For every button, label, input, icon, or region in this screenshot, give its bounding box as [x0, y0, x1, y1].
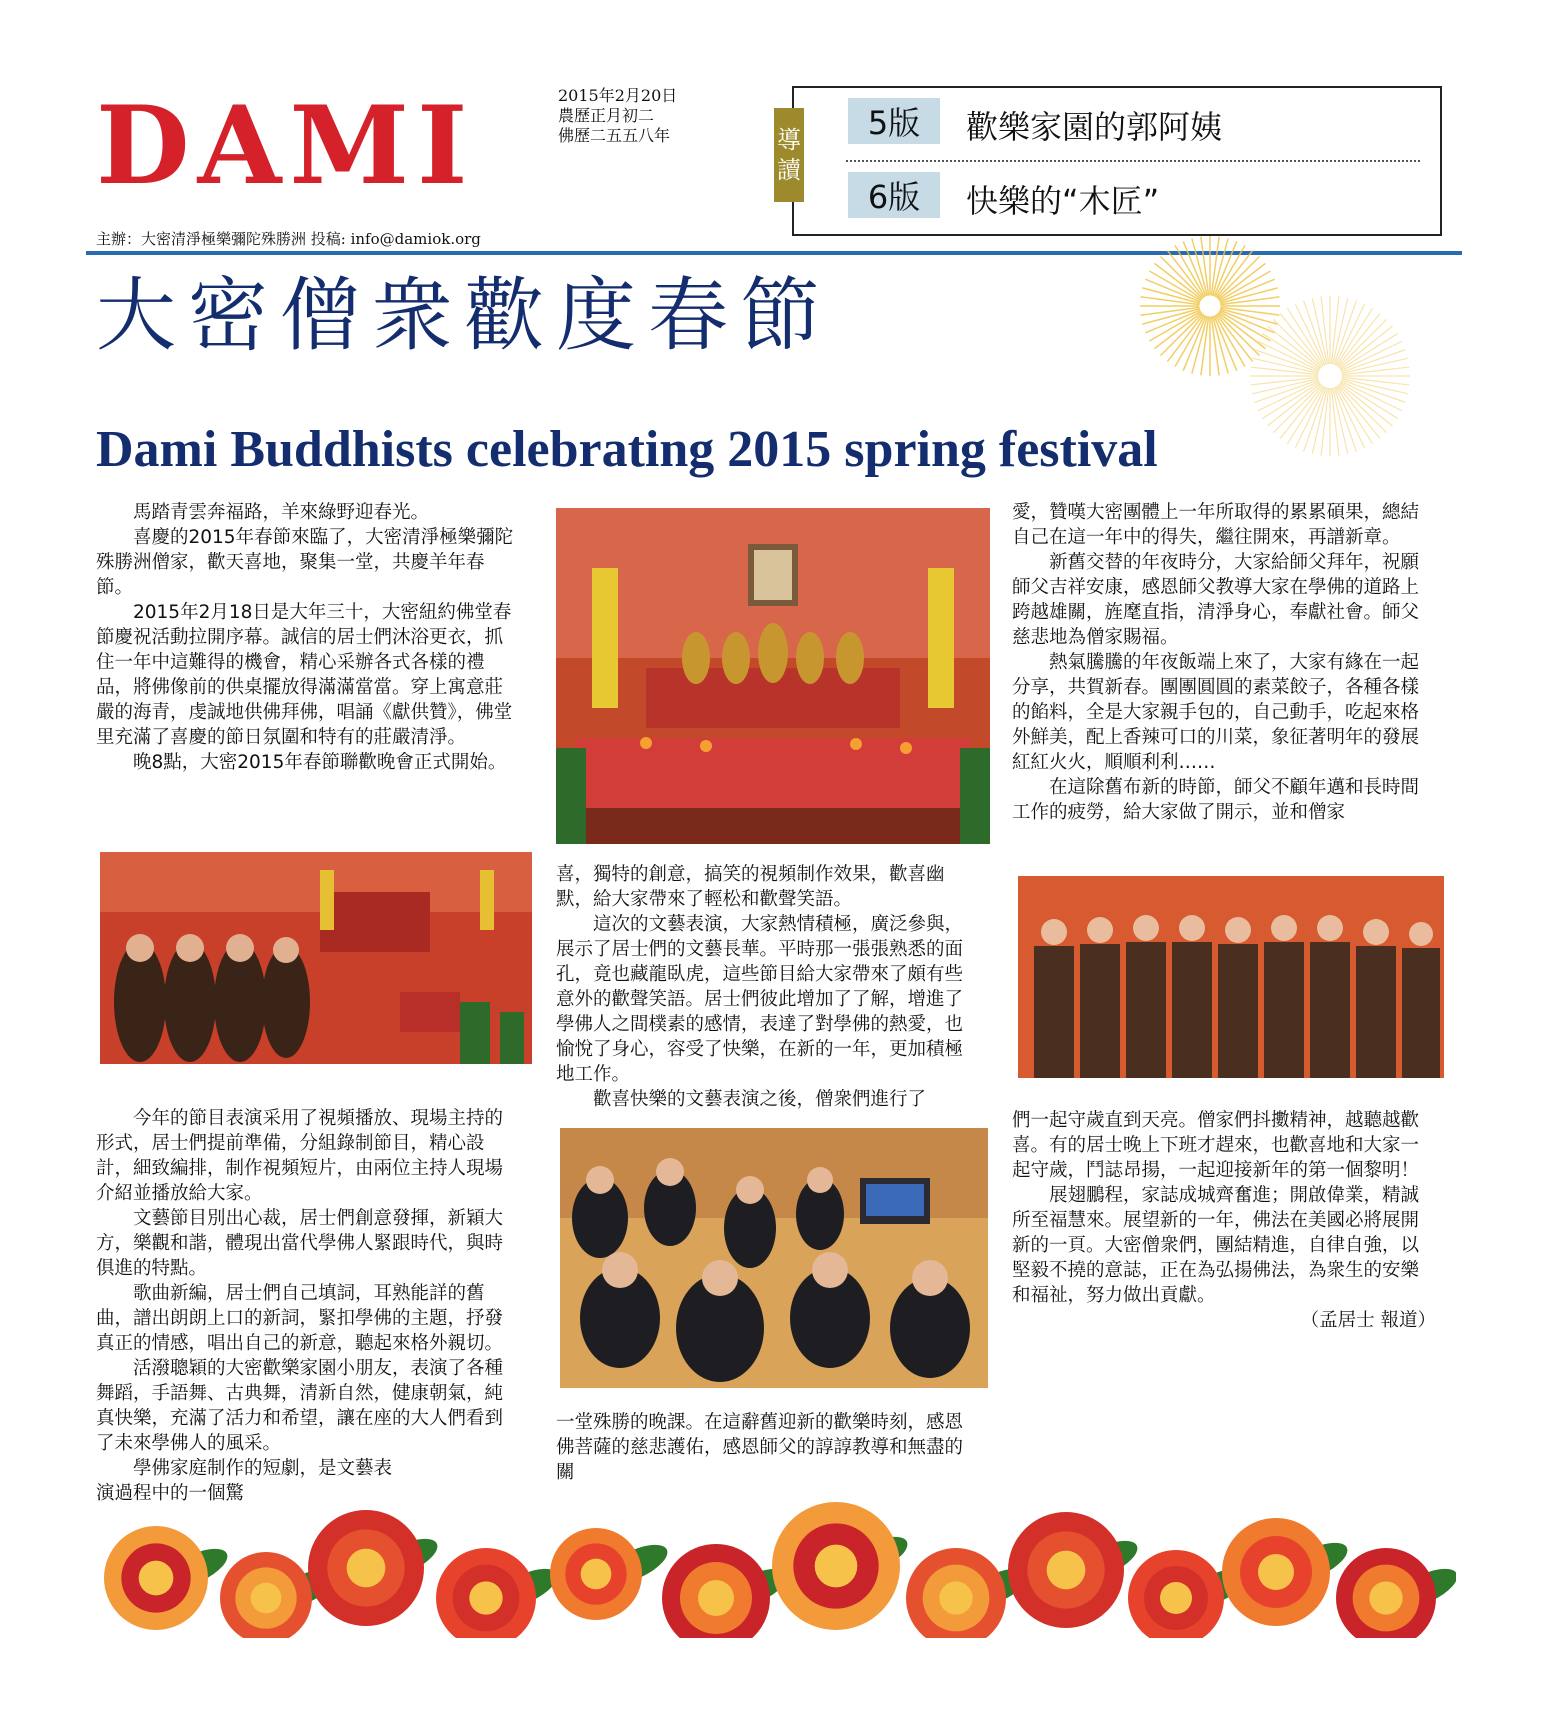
paragraph: 晚8點，大密2015年春節聯歡晚會正式開始。 [133, 752, 507, 773]
photo-audience [560, 1128, 988, 1388]
column-1-top [96, 500, 520, 775]
paragraph: 展翅鵬程，家誌成城齊奮進；開啟偉業，精誠所至福慧來。展望新的一年，佛法在美國必將展開新的一頁。大密僧衆們，團結精進，自律自強，以堅毅不撓的意誌，正在為弘揚佛法，為衆生的安樂和福祉，努力做出貢獻。 [1012, 1185, 1420, 1306]
paragraph: 2015年2月18日是大年三十，大密紐約佛堂春節慶祝活動拉開序幕。誠信的居士們沐浴更衣，抓住一年中這難得的機會，精心采辦各式各樣的禮品，將佛像前的供桌擺放得滿滿當當。穿上寓意莊嚴的海青，虔誠地供佛拜佛，唱誦《獻供贊》，佛堂里充滿了喜慶的節日氛圍和特有的莊嚴清淨。 [96, 602, 513, 748]
paragraph: 馬踏青雲奔福路，羊來綠野迎春光。 [133, 502, 430, 523]
guide-page-number: 6版 [848, 172, 940, 218]
paragraph: 歡喜快樂的文藝表演之後，僧衆們進行了 [593, 1089, 927, 1110]
paragraph: 學佛家庭制作的短劇，是文藝表演過程中的一個驚 [96, 1458, 393, 1504]
column-3-top [1012, 500, 1436, 825]
photo-monastics-standing [1018, 876, 1444, 1078]
guide-title: 快樂的“木匠” [966, 182, 1160, 220]
column-3-bottom [1012, 1108, 1436, 1333]
paragraph: 喜，獨特的創意，搞笑的視頻制作效果，歡喜幽默，給大家帶來了輕松和歡聲笑語。 [556, 864, 945, 910]
guide-tag-char: 導 [777, 126, 801, 154]
paragraph: 這次的文藝表演，大家熱情積極，廣泛參與，展示了居士們的文藝長華。平時那一張張熟悉的面孔，竟也藏龍臥虎，這些節目給大家帶來了頗有些意外的歡聲笑語。居士們彼此增加了了解，增進了學佛人之間樸素的感情，表達了對學佛的熱愛，也愉悅了身心，容受了快樂，在新的一年，更加積極地工作。 [556, 914, 964, 1085]
article-subheadline: Dami Buddhists celebrating 2015 spring festival [96, 421, 1158, 478]
article-credit: （孟居士 報道） [1300, 1310, 1436, 1331]
paragraph: 熱氣騰騰的年夜飯端上來了，大家有緣在一起分享，共賀新春。團團圓圓的素菜餃子，各種各樣的餡料，全是大家親手包的，自己動手，吃起來格外鮮美，配上香辣可口的川菜，象征著明年的發展紅紅火火，順順利利…… [1012, 652, 1420, 773]
date-lunar: 農歷正月初二 [558, 106, 655, 125]
paragraph: 歌曲新編，居士們自己填詞，耳熟能詳的舊曲，譜出朗朗上口的新詞，緊扣學佛的主題，抒發真正的情感，唱出自己的新意，聽起來格外親切。 [96, 1283, 504, 1354]
guide-divider [846, 160, 1420, 162]
paragraph: 愛，贊嘆大密團體上一年所取得的累累碩果，總結自己在這一年中的得失，繼往開來，再譜新章。 [1012, 502, 1420, 548]
guide-tag-char: 讀 [777, 156, 801, 184]
paragraph: 新舊交替的年夜時分，大家給師父拜年，祝願師父吉祥安康，感恩師父教導大家在學佛的道路上跨越雄關，旌麾直指，清淨身心，奉獻社會。師父慈悲地為僧家賜福。 [1012, 552, 1420, 648]
photo-monastics-bowing [100, 852, 532, 1064]
peony-flowers-decoration [96, 1448, 1456, 1638]
column-2-middle [556, 862, 980, 1112]
paragraph: 文藝節目別出心裁，居士們創意發揮，新穎大方，樂觀和諧，體現出當代學佛人緊跟時代，與時俱進的特點。 [96, 1208, 504, 1279]
paragraph: 們一起守歲直到天亮。僧家們抖擻精神，越聽越歡喜。有的居士晚上下班才趕來，也歡喜地和大家一起守歲，鬥誌昂揚，一起迎接新年的第一個黎明！ [1012, 1110, 1420, 1181]
guide-title: 歡樂家園的郭阿姨 [966, 108, 1223, 146]
paragraph: 今年的節目表演采用了視頻播放、現場主持的形式，居士們提前準備，分組錄制節目，精心設計，細致編排，制作視頻短片，由兩位主持人現場介紹並播放給大家。 [96, 1108, 504, 1204]
issue-dates [558, 86, 677, 146]
paragraph: 活潑聰穎的大密歡樂家園小朋友，表演了各種舞蹈，手語舞、古典舞，清新自然，健康朝氣，純真快樂，充滿了活力和希望，讓在座的大人們看到了未來學佛人的風采。 [96, 1358, 504, 1454]
article-headline: 大密僧衆歡度春節 [96, 269, 832, 362]
paragraph: 喜慶的2015年春節來臨了，大密清淨極樂彌陀殊勝洲僧家，歡天喜地，聚集一堂，共慶羊年春節。 [96, 527, 514, 598]
column-1-bottom [96, 1106, 520, 1506]
guide-item[interactable] [848, 98, 1408, 144]
organizer-line: 主辦：大密清淨極樂彌陀殊勝洲 投稿: info@damiok.org [96, 230, 481, 248]
paragraph: 在這除舊布新的時節，師父不顧年邁和長時間工作的疲勞，給大家做了開示，並和僧家 [1012, 777, 1420, 823]
masthead-logo: DAMI [96, 83, 476, 209]
guide-tag [774, 108, 804, 202]
paragraph: 一堂殊勝的晚課。在這辭舊迎新的歡樂時刻，感恩佛菩薩的慈悲護佑，感恩師父的諄諄教導和無盡的關 [556, 1412, 964, 1483]
photo-altar [556, 508, 990, 844]
date-buddhist: 佛歷二五五八年 [558, 126, 671, 145]
date-gregorian: 2015年2月20日 [558, 86, 678, 105]
guide-page-number: 5版 [848, 98, 940, 144]
guide-item[interactable] [848, 172, 1408, 218]
